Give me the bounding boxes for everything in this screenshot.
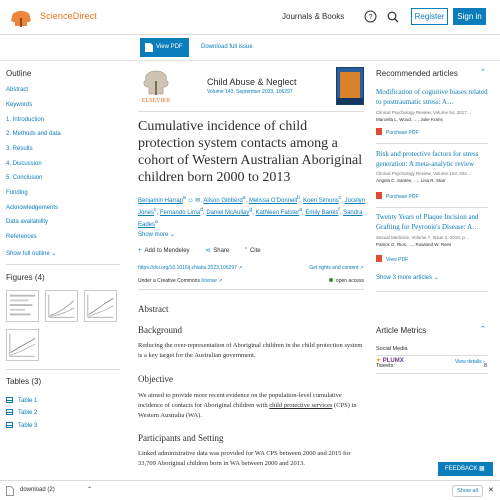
download-item-label[interactable]: download (2) [20, 487, 55, 493]
pdf-icon [376, 192, 382, 199]
outline-item-methods[interactable]: 2. Methods and data [6, 131, 61, 137]
affiliation-sup: c [338, 195, 342, 201]
author-link[interactable]: Benjamin Harrap [138, 198, 184, 204]
view-pdf-label: View PDF [386, 257, 409, 263]
person-icon[interactable]: ☺ [187, 198, 194, 204]
article-title: Cumulative incidence of child protection system contacts among a cohort of Western Australian Aboriginal children born 2000 to 2013 [138, 119, 363, 185]
figure-2-chart-icon [46, 291, 77, 321]
recommended-title: Recommended articles [376, 69, 458, 78]
author-list: Benjamin Harrap$^a$ ☺ ✉, Alison Gibberd$^a$, Melissa O'Donnell$^b$, Koen Simons$^c$, Jocelyn Jones$^c$, Fernando Lima$^d$, Daniel McAullay$^g$, Kathleen Falster$^a$, Emily Banks$^f$, Sandra Eades$^a$ [138, 195, 365, 228]
add-to-mendeley-label: Add to Mendeley [144, 248, 190, 254]
objective-text-a: We aimed to provide more recent evidence on the population-level cumulative incidence of contacts for Aboriginal children with [138, 392, 342, 409]
elsevier-tree-logo-icon[interactable] [6, 8, 36, 28]
license-prefix: Under a Creative Commons [138, 278, 200, 284]
outline-item-references[interactable]: References [6, 234, 37, 240]
brand-name[interactable]: ScienceDirect [40, 11, 97, 21]
affiliation-sup: f [338, 207, 340, 213]
pdf-icon [376, 128, 382, 135]
register-button[interactable]: Register [411, 8, 448, 25]
chevron-down-icon: ⌄ [433, 275, 439, 281]
svg-text:ELSEVIER: ELSEVIER [141, 98, 171, 104]
outline-item-acknowledgements[interactable]: Acknowledgements [6, 205, 59, 211]
article-actions [138, 247, 275, 254]
purchase-pdf-link[interactable] [376, 128, 419, 136]
tables-title: Tables (3) [6, 377, 42, 386]
affiliation-sup: a [299, 207, 302, 213]
social-media-label: Social Media [376, 346, 408, 352]
affiliation-sup: a [183, 195, 186, 201]
file-icon [6, 486, 14, 496]
sign-in-button[interactable]: Sign in [453, 8, 486, 25]
divider [138, 111, 364, 112]
author-link[interactable]: Koen Simons [303, 198, 339, 204]
chevron-up-icon[interactable]: ⌃ [480, 326, 486, 333]
doi-label: https://doi.org/10.1016/j.chiabu.2023.106297 [138, 265, 237, 271]
quote-icon: ” [244, 248, 247, 254]
divider [376, 373, 488, 374]
divider [6, 369, 120, 370]
outline-item-funding[interactable]: Funding [6, 190, 28, 196]
affiliation-sup: a [242, 195, 246, 201]
cover-band [337, 98, 363, 104]
open-access-label: open access [335, 278, 364, 284]
show-all-downloads-button[interactable]: Show all [452, 485, 483, 497]
recommended-article-meta: Sexual Medicine, Volume 7, Issue 2, 2019, p… [376, 235, 470, 240]
show-more-authors-link[interactable] [138, 231, 175, 238]
download-full-issue-link[interactable]: Download full issue [201, 44, 253, 50]
affiliation-sup: g [249, 207, 253, 213]
view-details-link[interactable] [455, 359, 485, 365]
figure-2-thumbnail[interactable] [45, 290, 78, 322]
show-full-outline-label: Show full outline [6, 251, 50, 257]
close-icon[interactable]: ✕ [488, 487, 494, 494]
recommended-article-meta: Clinical Psychology Review, Volume 103, 202… [376, 171, 472, 176]
right-sidebar [376, 61, 492, 480]
participants-text: Linked administrative data was provided for WA CPS between 2000 and 2015 for 33,709 Aboriginal children born in WA between 2000 and 2013. [138, 450, 351, 467]
outline-item-data-availability[interactable]: Data availability [6, 219, 49, 225]
affiliation-sup: d [200, 207, 203, 213]
arrow-icon: ↗ [359, 265, 364, 271]
chevron-up-icon[interactable]: ⌃ [480, 69, 486, 76]
cover-artwork [340, 72, 360, 98]
search-icon[interactable] [387, 11, 399, 23]
table-3-label: Table 3 [18, 423, 38, 429]
arrow-icon: ↗ [238, 265, 243, 271]
table-2-link[interactable] [6, 409, 37, 416]
chevron-up-icon[interactable]: ⌃ [87, 487, 93, 493]
abstract-heading: Abstract [138, 304, 169, 314]
feedback-label: FEEDBACK [445, 466, 478, 472]
divider [376, 355, 488, 356]
table-2-label: Table 2 [18, 410, 38, 416]
child-protective-services-link[interactable]: child protective services [269, 402, 333, 409]
share-button[interactable] [205, 248, 236, 254]
figure-3-chart-icon [85, 291, 116, 321]
divider [376, 291, 488, 292]
get-rights-link[interactable] [309, 265, 364, 271]
recommended-article-authors: Angela C. Santee, …, Lisa R. Starr [376, 178, 446, 183]
purchase-pdf-label: Purchase PDF [386, 130, 419, 136]
share-label: Share [213, 248, 230, 254]
view-details-label: View details [455, 359, 482, 365]
plus-icon: + [138, 248, 142, 254]
arrow-icon: ↗ [218, 278, 223, 284]
author-link[interactable]: Jocelyn Jones [138, 198, 365, 216]
license-link[interactable]: license [201, 278, 217, 284]
pdf-file-icon [145, 43, 153, 52]
show-full-outline-link[interactable] [6, 250, 56, 257]
top-header [0, 0, 500, 35]
journals-books-link[interactable]: Journals & Books [282, 12, 345, 21]
tweets-value: 8 [484, 363, 488, 369]
view-pdf-button[interactable] [140, 38, 189, 57]
share-icon: ⊲ [205, 248, 211, 254]
recommended-article-title[interactable]: Twenty Years of Plaque Incision and Grafting for Peyronie's Disease: A… [376, 213, 480, 231]
recommended-article-title[interactable]: Modification of cognitive biases related to posttraumatic stress: A… [376, 88, 488, 106]
help-icon[interactable] [364, 10, 377, 23]
plumx-label: PLUMX [382, 358, 404, 364]
outline-sidebar [0, 61, 128, 480]
recommended-article-meta: Clinical Psychology Review, Volume 54, 2017… [376, 110, 472, 115]
chevron-right-icon: › [482, 359, 485, 365]
get-rights-label: Get rights and content [309, 265, 359, 271]
author-link[interactable]: Kathleen Falster [255, 210, 300, 216]
view-pdf-label: View PDF [156, 44, 183, 50]
plumx-icon: ✦ [376, 358, 382, 364]
recommended-article-title[interactable]: Risk and protective factors for stress generation: A meta-analytic review [376, 150, 479, 168]
cite-label: Cite [249, 248, 261, 254]
divider [6, 264, 120, 265]
journal-name-link[interactable]: Child Abuse & Neglect [207, 77, 297, 87]
outline-item-abstract[interactable]: Abstract [6, 87, 29, 93]
purchase-pdf-label: Purchase PDF [386, 194, 419, 200]
author-link[interactable]: Alison Gibberd [203, 198, 243, 204]
figure-1-thumbnail[interactable] [6, 290, 39, 322]
email-icon[interactable]: ✉ [195, 198, 201, 204]
table-icon [6, 409, 13, 415]
svg-text:?: ? [368, 14, 373, 21]
plumx-logo-badge[interactable] [376, 357, 404, 364]
show-more-articles-link[interactable] [376, 274, 439, 281]
outline-item-discussion[interactable]: 4. Discussion [6, 161, 42, 167]
speech-bubble-icon: ▩ [479, 466, 485, 472]
participants-heading: Participants and Setting [138, 433, 224, 443]
objective-text-b: (CPS) in Western Australia (WA). [138, 402, 357, 419]
author-link[interactable]: Daniel McAullay [206, 210, 250, 216]
divider [138, 289, 364, 290]
table-3-link[interactable] [6, 422, 37, 429]
author-link[interactable]: Melissa O'Donnell [248, 198, 297, 204]
elsevier-publisher-logo-icon[interactable] [139, 67, 173, 105]
tweets-label: Tweets: [376, 363, 395, 369]
journal-cover-image[interactable] [336, 67, 364, 105]
feedback-button[interactable] [438, 462, 493, 476]
outline-item-introduction[interactable]: 1. Introduction [6, 117, 45, 123]
divider [376, 143, 488, 144]
open-access-badge [329, 278, 364, 284]
objective-heading: Objective [138, 374, 173, 384]
affiliation-sup: b [297, 195, 300, 201]
table-icon [6, 397, 13, 403]
article-main [138, 61, 366, 480]
outline-title: Outline [6, 69, 32, 78]
author-link[interactable]: Sandra Eades [138, 210, 363, 228]
figure-3-thumbnail[interactable] [84, 290, 117, 322]
recommended-article-authors: Marcella L. Woud, …, Julie Krans [376, 117, 443, 122]
author-link[interactable]: Fernando Lima [159, 210, 201, 216]
article-metrics-title: Article Metrics [376, 326, 427, 335]
show-more-label: Show more [138, 232, 169, 238]
article-toolbar [0, 35, 500, 61]
show-more-articles-label: Show 3 more articles [376, 275, 433, 281]
license-line [138, 278, 223, 284]
figure-4-thumbnail[interactable] [6, 329, 39, 361]
table-1-link[interactable] [6, 397, 37, 404]
journal-volume-link[interactable]: Volume 143, September 2023, 106297 [207, 89, 293, 95]
figures-title: Figures (4) [6, 273, 45, 282]
outline-item-results[interactable]: 3. Results [6, 146, 33, 152]
divider [376, 207, 488, 208]
table-icon [6, 422, 13, 428]
objective-paragraph [138, 391, 364, 421]
open-access-icon [329, 278, 333, 282]
recommended-article-authors: Patrick G. Rios, …, Rowland W. Rees [376, 242, 452, 247]
chevron-down-icon: ⌄ [51, 251, 57, 257]
affiliation-sup: a [155, 219, 158, 225]
cite-button[interactable] [245, 248, 268, 254]
chevron-down-icon: ⌄ [170, 232, 176, 238]
background-heading: Background [138, 325, 182, 335]
pdf-icon [376, 255, 382, 262]
purchase-pdf-link[interactable] [376, 192, 419, 200]
affiliation-sup: c [154, 207, 157, 213]
author-link[interactable]: Emily Banks [305, 210, 339, 216]
figure-4-chart-icon [7, 330, 38, 360]
figure-1-graphic-icon [7, 291, 38, 321]
view-pdf-link[interactable] [376, 255, 408, 263]
table-1-label: Table 1 [18, 398, 38, 404]
doi-link[interactable] [138, 265, 243, 271]
outline-item-conclusion[interactable]: 5. Conclusion [6, 175, 43, 181]
add-to-mendeley-button[interactable] [138, 248, 197, 254]
background-text: Reducing the over-representation of Aboriginal children in the child protection system is a key target for the Australian government. [138, 342, 363, 359]
outline-item-keywords[interactable]: Keywords [6, 102, 33, 108]
browser-download-bar [0, 480, 500, 500]
